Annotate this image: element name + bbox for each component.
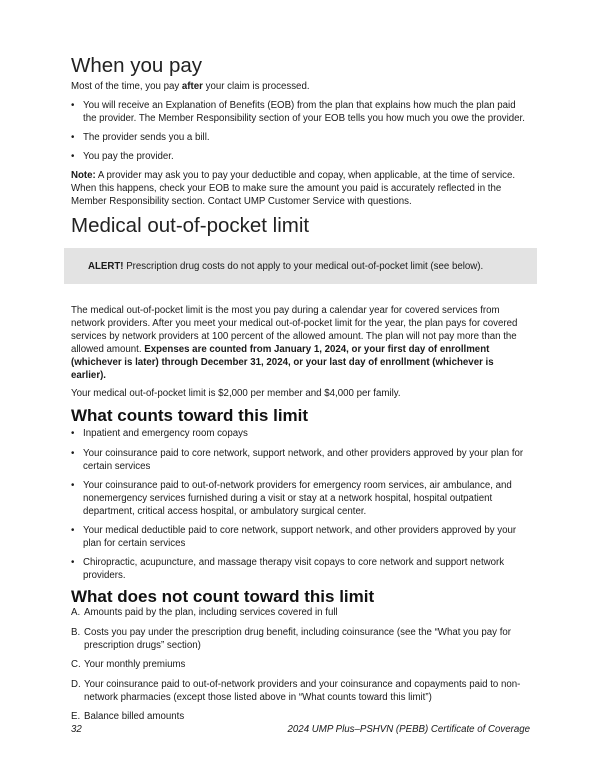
page-footer (71, 723, 530, 736)
list-item: • You will receive an Explanation of Benefits (EOB) from the plan that explains how much the plan paid the provider. The Member Responsibility section of your EOB tells you how much you owe the provider. (71, 100, 525, 124)
heading-what-counts: What counts toward this limit (71, 406, 309, 425)
note-text: Note: A provider may ask you to pay your deductible and copay, when applicable, at the time of service. When this happens, check your EOB to make sure the amount you paid is accurately reflected in the Member Responsibility section. Contact UMP Customer Service with questions. (71, 170, 516, 207)
list-item: • Your coinsurance paid to out-of-network providers for emergency room services, air ambulance, and nonemergency services furnished during a visit or stay at a network hospital, hospital outpatient department, critical access hospital, or ambulatory surgical center. (71, 480, 512, 517)
list-item: A. Amounts paid by the plan, including services covered in full (71, 607, 338, 618)
list-item: D. Your coinsurance paid to out-of-network providers and your coinsurance and copayments paid to non-network pharmacies (except those listed above in “What counts toward this limit”) (71, 679, 521, 703)
list-item: C. Your monthly premiums (71, 659, 186, 670)
list-item: • The provider sends you a bill. (71, 132, 210, 143)
list-item: B. Costs you pay under the prescription drug benefit, including coinsurance (see the “What you pay for prescription drugs” section) (71, 627, 512, 651)
list-item: • Your medical deductible paid to core network, support network, and other providers approved by your plan for certain services (71, 525, 517, 549)
oop-paragraph: The medical out-of-pocket limit is the most you pay during a calendar year for covered services from network providers. After you meet your medical out-of-pocket limit for the year, the plan pays for covered services by network providers at 100 percent of the allowed amount. The plan will not pay more than the allowed amount. Expenses are counted from January 1, 2024, or your first day of enrollment (whichever is later) through December 31, 2024, or your last day of enrollment (whichever is earlier). (71, 305, 518, 381)
heading-when-you-pay: When you pay (71, 54, 203, 77)
heading-oop-limit: Medical out-of-pocket limit (71, 214, 310, 237)
document-title: 2024 UMP Plus–PSHVN (PEBB) Certificate of Coverage (287, 724, 530, 735)
list-item: • Inpatient and emergency room copays (71, 428, 248, 439)
list-item: • Chiropractic, acupuncture, and massage therapy visit copays to core network and support network providers. (71, 557, 505, 581)
oop-limit-text: Your medical out-of-pocket limit is $2,000 per member and $4,000 per family. (71, 388, 401, 399)
list-item: E. Balance billed amounts (71, 711, 185, 722)
heading-what-does-not-count: What does not count toward this limit (71, 587, 375, 606)
page-number: 32 (71, 724, 82, 735)
list-item: • You pay the provider. (71, 151, 174, 162)
alert-box (64, 248, 537, 284)
alert-text: ALERT! Prescription drug costs do not apply to your medical out-of-pocket limit (see below). (88, 261, 484, 272)
list-item: • Your coinsurance paid to core network, support network, and other providers approved by your plan for certain services (71, 448, 524, 472)
intro-text: Most of the time, you pay after your claim is processed. (71, 81, 310, 92)
